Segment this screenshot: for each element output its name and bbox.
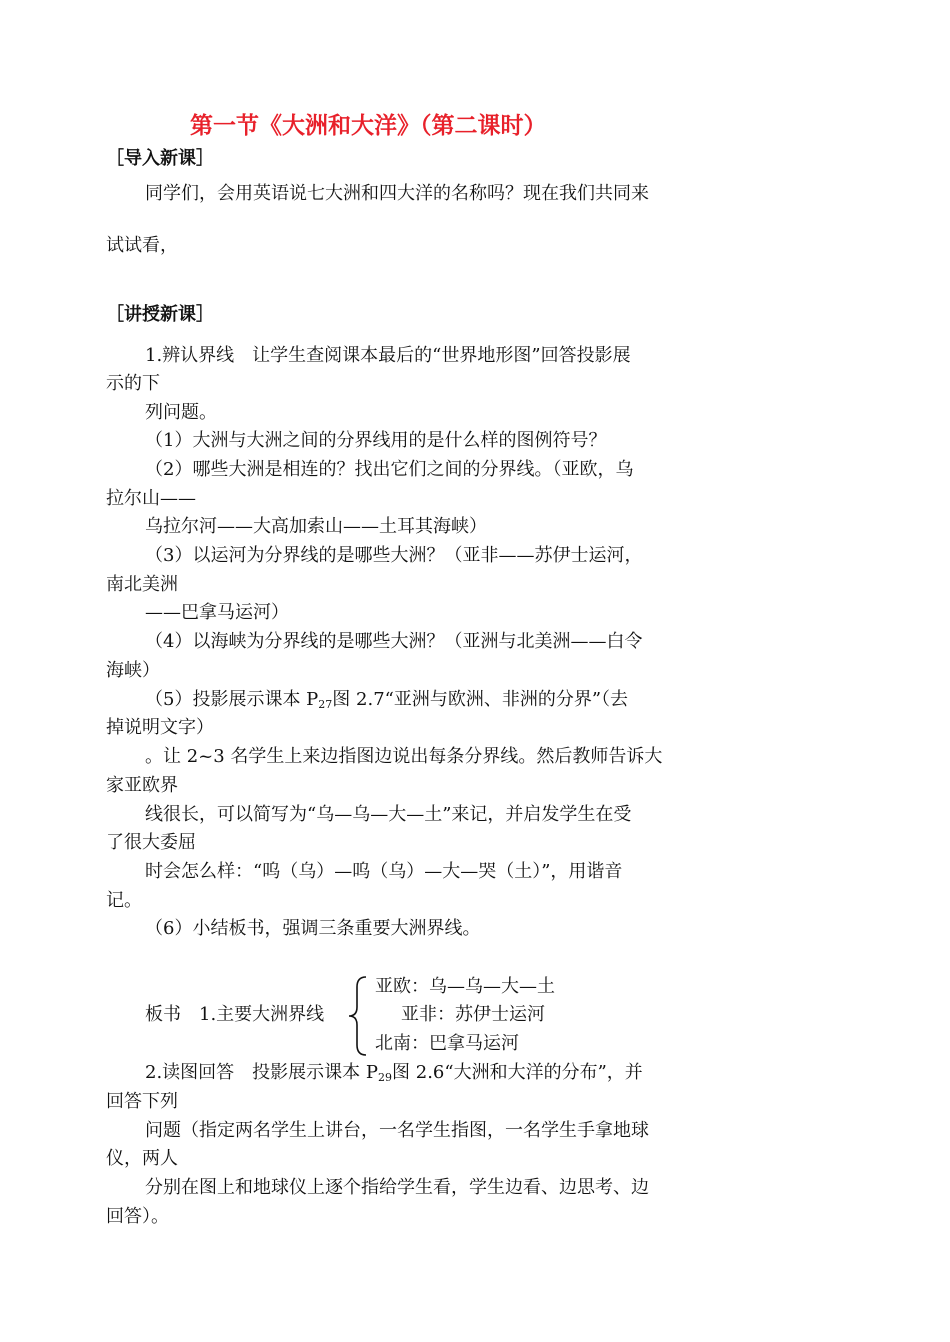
paragraph-line: 问题（指定两名学生上讲台，一名学生指图，一名学生手拿地球 <box>145 1120 649 1141</box>
paragraph-line: 。让 2~3 名学生上来边指图边说出每条分界线。然后教师告诉大 <box>145 746 663 767</box>
paragraph-line: 试试看， <box>106 235 178 256</box>
paragraph-line <box>145 1062 643 1084</box>
paragraph-line: （1）大洲与大洲之间的分界线用的是什么样的图例符号？ <box>145 430 607 451</box>
paragraph-line: 分别在图上和地球仪上逐个指给学生看，学生边看、边思考、边 <box>145 1177 649 1198</box>
board-item: 亚欧：乌—乌—大—土 <box>375 976 555 997</box>
section-heading-intro: ［导入新课］ <box>106 148 214 169</box>
paragraph-line: 家亚欧界 <box>106 775 178 796</box>
paragraph-line: （4）以海峡为分界线的是哪些大洲？（亚洲与北美洲——白令 <box>145 631 643 652</box>
paragraph-line: 南北美洲 <box>106 574 178 595</box>
paragraph-line: 回答）。 <box>106 1206 169 1227</box>
paragraph-line: 掉说明文字） <box>106 717 214 738</box>
page-subscript: 29 <box>378 1071 393 1084</box>
paragraph-line: （2）哪些大洲是相连的？找出它们之间的分界线。（亚欧，乌 <box>145 459 634 480</box>
paragraph-line: 乌拉尔河——大高加索山——土耳其海峡） <box>145 516 487 537</box>
paragraph-line: （6）小结板书，强调三条重要大洲界线。 <box>145 918 481 939</box>
text-run: 2.读图回答 投影展示课本 P <box>145 1062 379 1083</box>
paragraph-line: 记。 <box>106 890 142 911</box>
paragraph-line: 1.辨认界线 让学生查阅课本最后的“世界地形图”回答投影展 <box>145 345 631 366</box>
paragraph-line: 回答下列 <box>106 1091 178 1112</box>
board-label: 板书 1.主要大洲界线 <box>145 1004 325 1025</box>
paragraph-line: 拉尔山—— <box>106 488 196 509</box>
paragraph-line: 海峡） <box>106 660 160 681</box>
section-heading-lecture: ［讲授新课］ <box>106 304 214 325</box>
text-run: 图 2.7“亚洲与欧洲、非洲的分界”（去 <box>332 689 629 710</box>
paragraph-line <box>145 689 628 711</box>
paragraph-line: 时会怎么样：“呜（乌）—呜（乌）—大—哭（土）”，用谐音 <box>145 861 623 882</box>
page-subscript: 27 <box>318 698 333 711</box>
text-run: （5）投影展示课本 P <box>145 689 319 710</box>
paragraph-line: ——巴拿马运河） <box>145 602 289 623</box>
text-run: 图 2.6“大洲和大洋的分布”，并 <box>392 1062 643 1083</box>
board-item: 北南：巴拿马运河 <box>375 1033 519 1054</box>
board-item: 亚非：苏伊士运河 <box>401 1004 545 1025</box>
paragraph-line: 了很大委屈 <box>106 832 196 853</box>
paragraph-line: 仪，两人 <box>106 1148 178 1169</box>
brace-icon <box>346 975 370 1057</box>
paragraph-line: 示的下 <box>106 373 160 394</box>
page-title: 第一节《大洲和大洋》（第二课时） <box>190 113 547 139</box>
paragraph-line: 同学们，会用英语说七大洲和四大洋的名称吗？现在我们共同来 <box>145 183 649 204</box>
paragraph-line: 线很长，可以简写为“乌—乌—大—土”来记，并启发学生在受 <box>145 804 632 825</box>
paragraph-line: 列问题。 <box>145 402 217 423</box>
paragraph-line: （3）以运河为分界线的是哪些大洲？（亚非——苏伊士运河， <box>145 545 643 566</box>
